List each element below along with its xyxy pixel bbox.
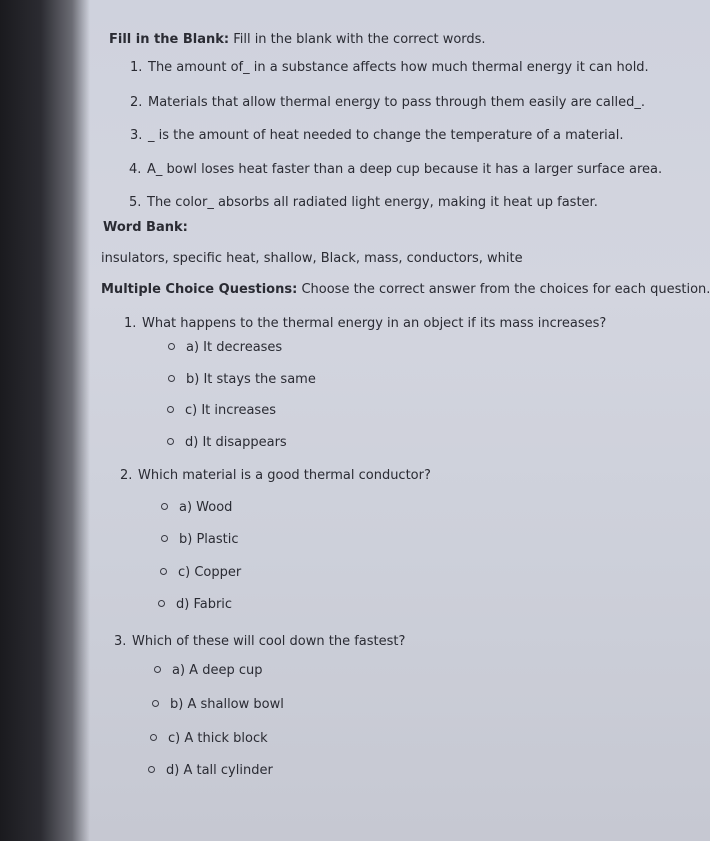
circle-bullet-icon <box>168 375 175 382</box>
option-label: d) It disappears <box>185 435 287 450</box>
circle-bullet-icon <box>167 406 174 413</box>
fill-in-item-number: 2. <box>130 95 143 110</box>
fill-in-item-text: The color_ absorbs all radiated light energy, making it heat up faster. <box>147 195 598 210</box>
question-2-option-a[interactable] <box>161 500 232 516</box>
option-label: b) Plastic <box>179 532 239 547</box>
circle-bullet-icon <box>150 734 157 741</box>
fill-in-item-text: The amount of_ in a substance affects how much thermal energy it can hold. <box>148 60 649 75</box>
question-2-option-b[interactable] <box>161 532 239 548</box>
fill-in-heading: Fill in the Blank: <box>109 32 230 47</box>
option-label: a) A deep cup <box>172 663 263 678</box>
option-label: b) A shallow bowl <box>170 697 284 712</box>
circle-bullet-icon <box>158 600 165 607</box>
question-number: 1. <box>124 316 137 331</box>
fill-in-item-text: _ is the amount of heat needed to change the temperature of a material. <box>148 128 624 143</box>
question-3 <box>114 634 405 650</box>
option-label: b) It stays the same <box>186 372 316 387</box>
fill-in-item-text: Materials that allow thermal energy to pass through them easily are called_. <box>148 95 645 110</box>
circle-bullet-icon <box>161 503 168 510</box>
fill-in-item-number: 5. <box>129 195 142 210</box>
fill-in-item-5 <box>129 195 598 211</box>
fill-in-item-number: 3. <box>130 128 143 143</box>
multiple-choice-heading-line <box>101 282 710 298</box>
question-2-option-c[interactable] <box>160 565 241 581</box>
fill-in-item-1 <box>130 60 649 76</box>
question-3-option-c[interactable] <box>150 731 268 747</box>
question-1 <box>124 316 606 332</box>
question-number: 2. <box>120 468 133 483</box>
fill-in-item-4 <box>129 162 662 178</box>
question-1-option-d[interactable] <box>167 435 287 451</box>
word-bank-heading: Word Bank: <box>103 220 188 235</box>
option-label: d) Fabric <box>176 597 233 612</box>
fill-in-item-text: A_ bowl loses heat faster than a deep cup because it has a larger surface area. <box>147 162 663 177</box>
circle-bullet-icon <box>167 438 174 445</box>
question-number: 3. <box>114 634 127 649</box>
option-label: a) Wood <box>179 500 233 515</box>
question-text: Which of these will cool down the fastest? <box>132 634 406 649</box>
question-1-option-c[interactable] <box>167 403 276 419</box>
option-label: c) A thick block <box>168 731 268 746</box>
circle-bullet-icon <box>160 568 167 575</box>
multiple-choice-instruction: Choose the correct answer from the choices for each question. <box>297 282 710 297</box>
option-label: a) It decreases <box>186 340 283 355</box>
fill-in-item-number: 1. <box>130 60 143 75</box>
circle-bullet-icon <box>152 700 159 707</box>
question-2-option-d[interactable] <box>158 597 232 613</box>
fill-in-item-3 <box>130 128 624 144</box>
question-text: What happens to the thermal energy in an object if its mass increases? <box>142 316 607 331</box>
question-3-option-b[interactable] <box>152 697 284 713</box>
circle-bullet-icon <box>161 535 168 542</box>
question-2 <box>120 468 431 484</box>
fill-in-item-number: 4. <box>129 162 142 177</box>
circle-bullet-icon <box>148 766 155 773</box>
multiple-choice-heading: Multiple Choice Questions: <box>101 282 298 297</box>
fill-in-instruction: Fill in the blank with the correct words. <box>229 32 486 47</box>
circle-bullet-icon <box>154 666 161 673</box>
option-label: c) Copper <box>178 565 242 580</box>
question-3-option-d[interactable] <box>148 763 273 779</box>
question-text: Which material is a good thermal conductor? <box>138 468 431 483</box>
circle-bullet-icon <box>168 343 175 350</box>
fill-in-heading-line <box>109 32 486 48</box>
fill-in-item-2 <box>130 95 645 111</box>
question-1-option-b[interactable] <box>168 372 316 388</box>
question-3-option-a[interactable] <box>154 663 262 679</box>
question-1-option-a[interactable] <box>168 340 282 356</box>
word-bank-words: insulators, specific heat, shallow, Black, mass, conductors, white <box>101 251 523 266</box>
option-label: c) It increases <box>185 403 276 418</box>
option-label: d) A tall cylinder <box>166 763 273 778</box>
